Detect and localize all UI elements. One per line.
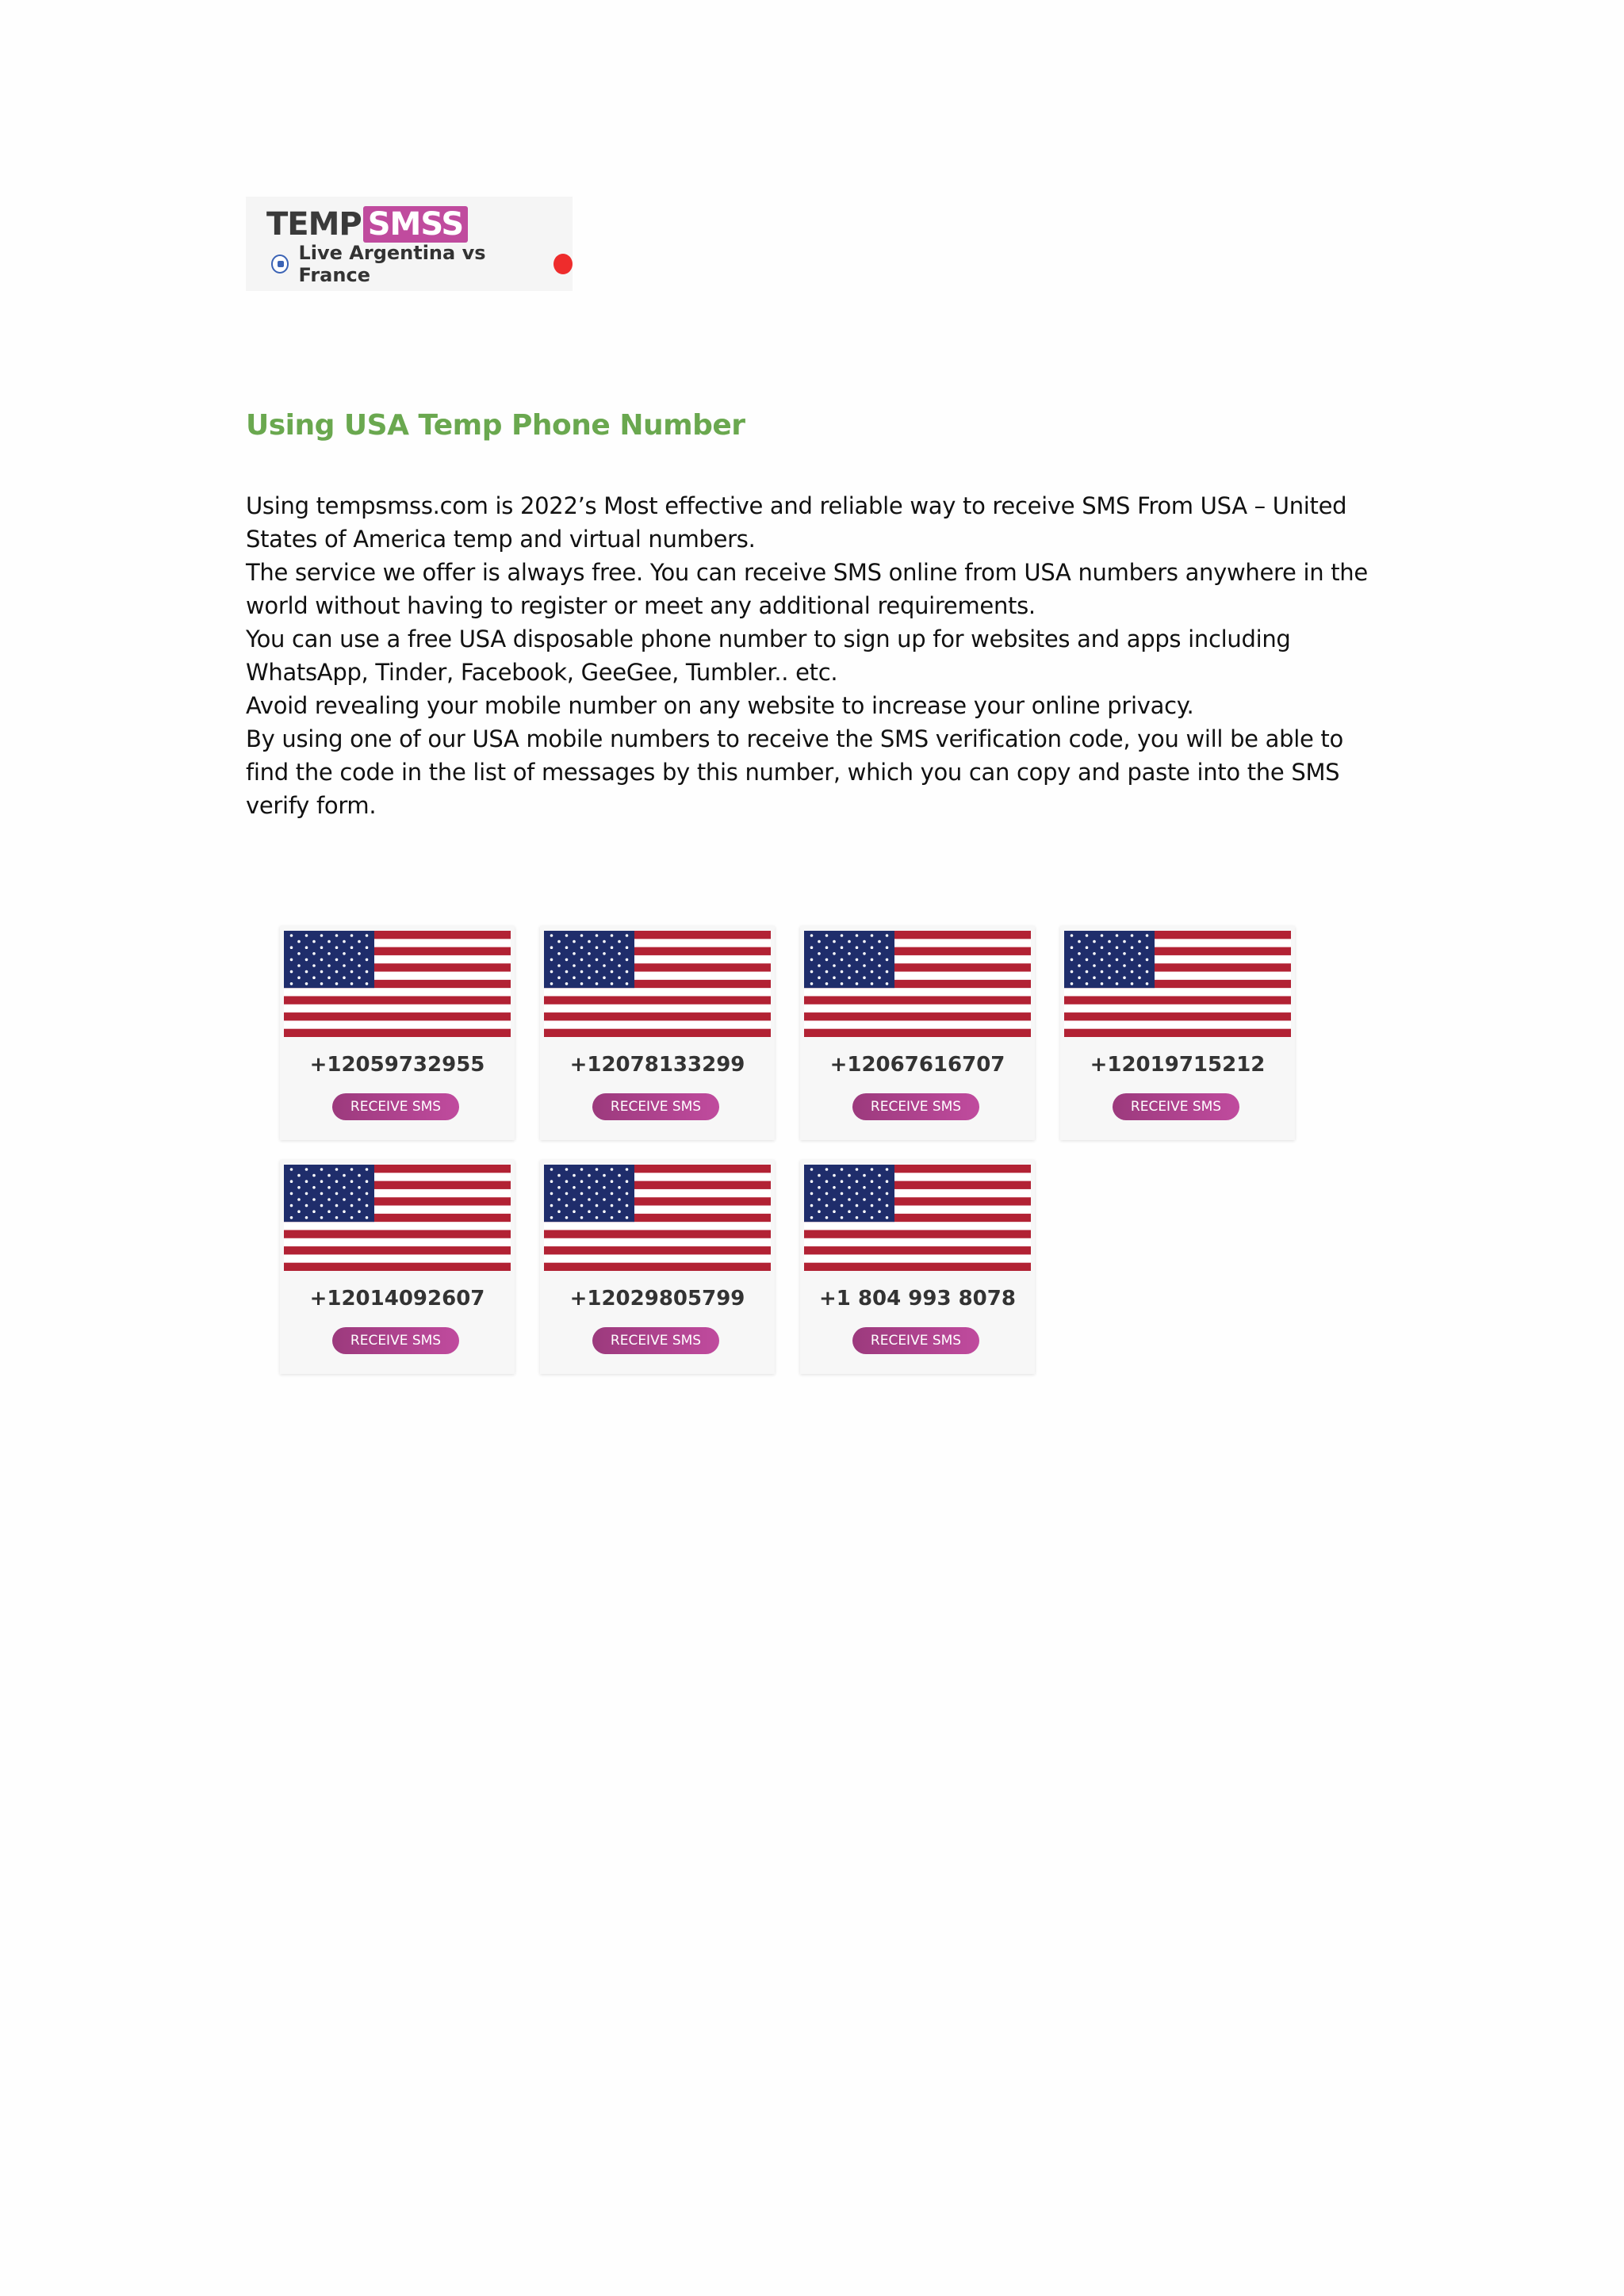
phone-number: +12014092607 (309, 1287, 485, 1311)
us-flag-icon (544, 931, 771, 1037)
us-flag-icon (804, 931, 1031, 1037)
receive-sms-button[interactable]: RECEIVE SMS (592, 1327, 719, 1354)
phone-number: +12078133299 (569, 1053, 745, 1077)
receive-sms-button[interactable]: RECEIVE SMS (332, 1093, 459, 1120)
paragraph: Avoid revealing your mobile number on any website to increase your online privacy. (246, 692, 1194, 719)
number-card[interactable] (1060, 926, 1295, 1140)
page-heading: Using USA Temp Phone Number (246, 409, 745, 442)
paragraph: Using tempsmss.com is 2022’s Most effective and reliable way to receive SMS From USA – United States of America temp and virtual numbers. (246, 492, 1347, 553)
us-flag-icon (544, 1165, 771, 1271)
phone-number: +1 804 993 8078 (819, 1287, 1016, 1311)
live-indicator-icon (553, 254, 573, 274)
number-card[interactable] (800, 1160, 1035, 1374)
receive-sms-button[interactable]: RECEIVE SMS (1113, 1093, 1239, 1120)
us-flag-icon (1064, 931, 1291, 1037)
phone-number: +12019715212 (1090, 1053, 1266, 1077)
us-flag-icon (284, 931, 511, 1037)
logo (266, 205, 468, 244)
us-flag-icon (284, 1165, 511, 1271)
live-match-link[interactable] (271, 242, 573, 286)
intro-text (246, 489, 1388, 822)
logo-smss-text: SMSS (363, 206, 468, 243)
soccer-ball-icon (271, 254, 289, 274)
receive-sms-button[interactable]: RECEIVE SMS (852, 1093, 979, 1120)
receive-sms-button[interactable]: RECEIVE SMS (852, 1327, 979, 1354)
phone-number: +12029805799 (569, 1287, 745, 1311)
number-card[interactable] (800, 926, 1035, 1140)
live-match-label: Live Argentina vs France (298, 242, 486, 286)
phone-number: +12067616707 (829, 1053, 1005, 1077)
phone-number: +12059732955 (309, 1053, 485, 1077)
number-card[interactable] (540, 926, 775, 1140)
us-flag-icon (804, 1165, 1031, 1271)
logo-temp-text: TEMP (266, 206, 362, 243)
paragraph: The service we offer is always free. You can receive SMS online from USA numbers anywhere in the world without having to register or meet any additional requirements. (246, 559, 1368, 619)
number-card[interactable] (280, 1160, 515, 1374)
receive-sms-button[interactable]: RECEIVE SMS (592, 1093, 719, 1120)
paragraph: You can use a free USA disposable phone number to sign up for websites and apps including WhatsApp, Tinder, Facebook, GeeGee, Tumbler.. etc. (246, 626, 1291, 686)
logo-banner[interactable] (246, 197, 573, 291)
number-card[interactable] (540, 1160, 775, 1374)
paragraph: By using one of our USA mobile numbers to receive the SMS verification code, you will be able to find the code in the list of messages by this number, which you can copy and paste into the SMS verify form. (246, 725, 1343, 819)
receive-sms-button[interactable]: RECEIVE SMS (332, 1327, 459, 1354)
number-card[interactable] (280, 926, 515, 1140)
